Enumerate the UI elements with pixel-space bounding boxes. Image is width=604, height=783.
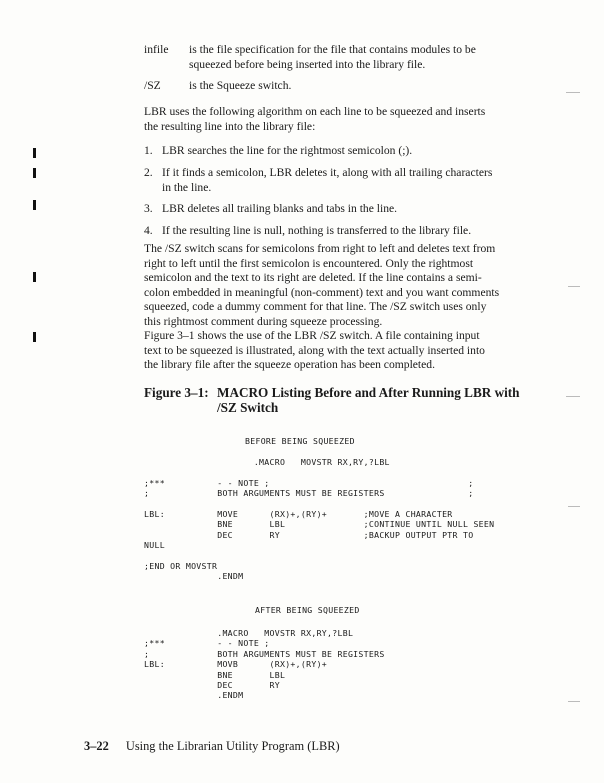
definition-term: infile xyxy=(144,43,169,56)
code-line: ;*** - - NOTE ; ; xyxy=(144,477,474,488)
page-number: 3–22 xyxy=(84,739,109,753)
text-line: right to left until the first semicolon is encountered. Only the rightmost xyxy=(144,256,474,270)
text-line: the library file after the squeeze operation has been completed. xyxy=(144,358,435,372)
list-item xyxy=(144,224,544,240)
code-line: .ENDM xyxy=(144,571,244,582)
list-text: LBR deletes all trailing blanks and tabs in the line. xyxy=(162,202,398,215)
list-text: If the resulting line is null, nothing is transferred to the library file. xyxy=(162,224,472,237)
paragraph-sz-switch xyxy=(144,242,499,330)
change-bar xyxy=(33,272,36,282)
change-bar xyxy=(33,148,36,158)
scan-mark xyxy=(568,286,580,287)
code-line: BNE LBL ;CONTINUE UNTIL NULL SEEN xyxy=(144,519,495,530)
definition-desc: is the file specification for the file that contains modules to be xyxy=(189,43,476,56)
algorithm-steps xyxy=(144,144,544,240)
text-line: The /SZ switch scans for semicolons from right to left and deletes text from xyxy=(144,242,496,255)
code-line xyxy=(144,467,494,477)
list-number: 4. xyxy=(144,224,153,237)
code-line: .ENDM xyxy=(144,690,244,701)
paragraph-algorithm xyxy=(144,105,485,134)
code-line: BNE LBL xyxy=(144,669,286,680)
definition-list xyxy=(144,43,544,95)
code-line: ;END OR MOVSTR xyxy=(144,561,218,572)
list-text: in the line. xyxy=(162,181,212,194)
definition-desc: squeezed before being inserted into the library file. xyxy=(189,58,426,71)
code-line: .MACRO MOVSTR RX,RY,?LBL xyxy=(144,628,354,638)
scan-mark xyxy=(566,396,580,397)
figure-title xyxy=(144,385,520,415)
definition-desc: is the Squeeze switch. xyxy=(189,79,292,92)
code-line: .MACRO MOVSTR RX,RY,?LBL xyxy=(144,457,390,467)
code-line xyxy=(144,551,494,561)
after-heading: AFTER BEING SQUEEZED xyxy=(255,605,360,615)
change-bar xyxy=(33,332,36,342)
list-item xyxy=(144,144,544,160)
list-number: 3. xyxy=(144,202,153,215)
text-line: text to be squeezed is illustrated, along with the text actually inserted into xyxy=(144,343,485,357)
definition-term: /SZ xyxy=(144,79,161,92)
text-line: this rightmost comment during squeeze processing. xyxy=(144,314,383,328)
definition-item xyxy=(144,43,544,73)
after-code-listing xyxy=(144,628,385,701)
figure-title-line: MACRO Listing Before and After Running LBR with xyxy=(217,385,520,400)
scan-mark xyxy=(568,701,580,702)
list-text: LBR searches the line for the rightmost semicolon (;). xyxy=(162,144,413,157)
list-item xyxy=(144,202,544,218)
list-number: 2. xyxy=(144,166,153,179)
figure-label: Figure 3–1: xyxy=(144,385,209,400)
before-heading: BEFORE BEING SQUEEZED xyxy=(245,436,355,446)
code-line: ; BOTH ARGUMENTS MUST BE REGISTERS ; xyxy=(144,488,474,499)
before-code-listing xyxy=(144,457,494,582)
code-line: LBL: MOVB (RX)+,(RY)+ xyxy=(144,659,328,670)
code-line: ; BOTH ARGUMENTS MUST BE REGISTERS xyxy=(144,648,385,659)
figure-title-line: /SZ Switch xyxy=(217,400,279,415)
code-line: DEC RY ;BACKUP OUTPUT PTR TO xyxy=(144,529,474,540)
text-line: the resulting line into the library file: xyxy=(144,119,316,133)
footer-title: Using the Librarian Utility Program (LBR) xyxy=(125,739,340,753)
list-text: If it finds a semicolon, LBR deletes it, along with all trailing characters xyxy=(162,166,493,179)
list-item xyxy=(144,166,544,196)
code-line: DEC RY xyxy=(144,680,280,691)
code-line: NULL xyxy=(144,540,165,551)
code-line: ;*** - - NOTE ; xyxy=(144,638,270,649)
text-line: squeezed, code a dummy comment for that line. The /SZ switch uses only xyxy=(144,300,487,314)
change-bar xyxy=(33,168,36,178)
paragraph-figure-intro xyxy=(144,329,485,373)
scan-mark xyxy=(568,506,580,507)
page-footer xyxy=(84,739,340,754)
text-line: Figure 3–1 shows the use of the LBR /SZ switch. A file containing input xyxy=(144,329,480,342)
text-line: semicolon and the text to its right are deleted. If the line contains a semi- xyxy=(144,271,482,285)
text-line: colon embedded in meaningful (non-comment) text and you want comments xyxy=(144,285,500,299)
definition-item xyxy=(144,79,544,95)
scan-mark xyxy=(566,92,580,93)
change-bar xyxy=(33,200,36,210)
code-line xyxy=(144,499,494,509)
text-line: LBR uses the following algorithm on each line to be squeezed and inserts xyxy=(144,105,486,118)
list-number: 1. xyxy=(144,144,153,157)
code-line: LBL: MOVE (RX)+,(RY)+ ;MOVE A CHARACTER xyxy=(144,509,453,520)
